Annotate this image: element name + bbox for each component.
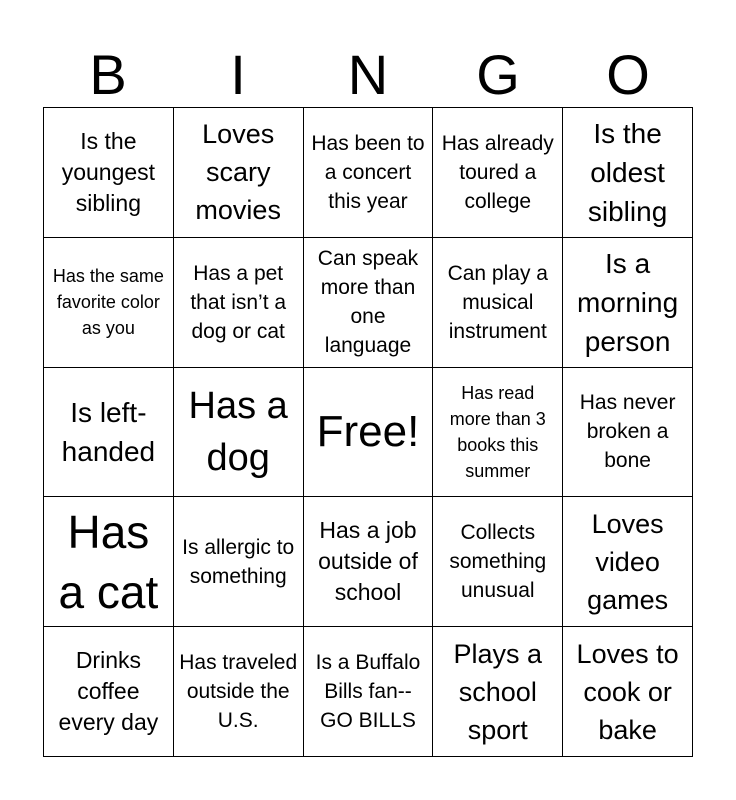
bingo-board: [43, 107, 693, 757]
bingo-cell: [174, 368, 304, 498]
bingo-cell: [304, 497, 434, 627]
cell-text: Is a Buffalo Bills fan--GO BILLS: [315, 651, 421, 733]
bingo-cell: [174, 238, 304, 368]
cell-text: Has read more than 3 books this summer: [449, 382, 546, 481]
free-space: [304, 368, 434, 498]
bingo-cell: [44, 238, 174, 368]
cell-text: Can speak more than one language: [317, 247, 419, 358]
bingo-cell: [304, 627, 434, 757]
cell-text: Is the youngest sibling: [61, 127, 156, 216]
bingo-cell: [44, 497, 174, 627]
bingo-cell: [174, 497, 304, 627]
bingo-cell: [433, 497, 563, 627]
cell-text: Is a morning person: [577, 247, 679, 357]
bingo-cell: [44, 368, 174, 498]
bingo-cell: [433, 238, 563, 368]
header-letter-i: I: [230, 43, 246, 106]
bingo-cell: [563, 108, 693, 238]
bingo-cell: [563, 627, 693, 757]
bingo-header: [43, 42, 693, 108]
cell-text: Loves to cook or bake: [576, 638, 679, 745]
cell-text: Is the oldest sibling: [587, 117, 668, 227]
bingo-cell: [44, 108, 174, 238]
cell-text: Has the same favorite color as you: [52, 266, 164, 339]
cell-text: Has been to a concert this year: [311, 131, 425, 213]
cell-text: Collects something unusual: [449, 521, 547, 603]
bingo-cell: [433, 108, 563, 238]
bingo-cell: [563, 497, 693, 627]
cell-text: Drinks coffee every day: [58, 647, 159, 736]
header-letter-g: G: [476, 43, 520, 106]
cell-text: Loves scary movies: [195, 119, 281, 226]
cell-text: Loves video games: [587, 508, 669, 615]
cell-text: Has a cat: [58, 505, 159, 618]
bingo-cell: [563, 238, 693, 368]
bingo-cell: [174, 627, 304, 757]
cell-text: Plays a school sport: [453, 638, 543, 745]
cell-text: Is left-handed: [61, 396, 156, 467]
bingo-cell: [304, 108, 434, 238]
cell-text: Has a job outside of school: [318, 517, 418, 606]
cell-text: Free!: [316, 406, 420, 456]
cell-text: Has traveled outside the U.S.: [179, 651, 298, 733]
cell-text: Has a pet that isn’t a dog or cat: [190, 261, 287, 343]
bingo-cell: [304, 238, 434, 368]
bingo-cell: [174, 108, 304, 238]
bingo-cell: [433, 368, 563, 498]
bingo-cell: [44, 627, 174, 757]
header-letter-n: N: [347, 43, 389, 106]
cell-text: Has already toured a college: [441, 131, 554, 213]
header-letter-b: B: [89, 43, 127, 106]
bingo-cell: [563, 368, 693, 498]
cell-text: Is allergic to something: [182, 535, 295, 588]
bingo-cell: [433, 627, 563, 757]
cell-text: Has never broken a bone: [579, 391, 676, 473]
cell-text: Can play a musical instrument: [447, 261, 548, 343]
header-letter-o: O: [606, 43, 650, 106]
cell-text: Has a dog: [188, 384, 288, 479]
